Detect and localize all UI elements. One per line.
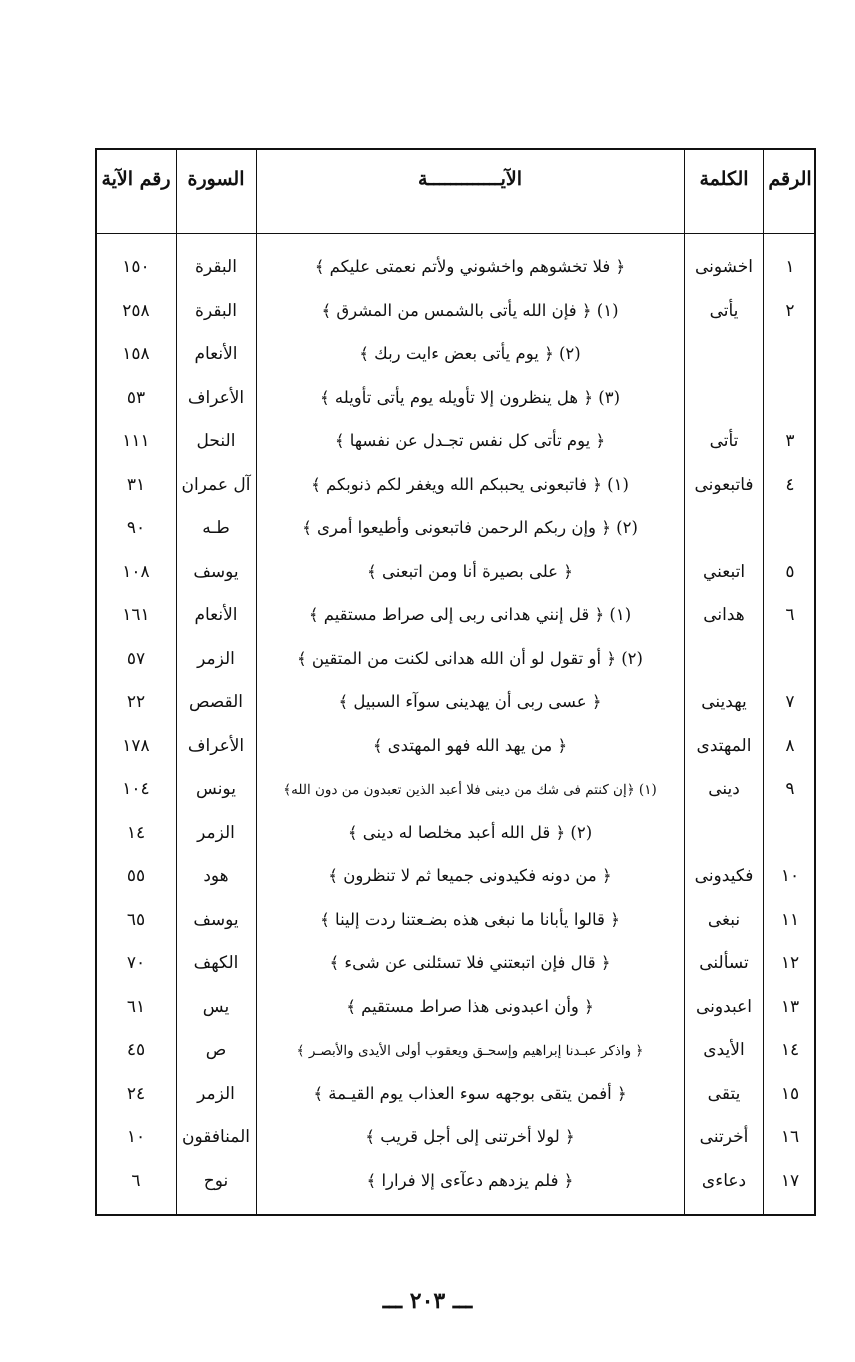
- row-surah: الزمر: [197, 1084, 235, 1104]
- row-number: ١٥: [780, 1084, 800, 1104]
- row-ayah-number: ١٠٤: [122, 779, 150, 799]
- row-surah: الزمر: [197, 823, 235, 843]
- header-verse: الآيـــــــــــــة: [418, 168, 522, 190]
- row-verse: ﴿ وأن اعبدونى هذا صراط مستقيم ﴾: [346, 997, 594, 1016]
- row-surah: القصص: [188, 692, 244, 712]
- row-verse: ﴿ واذكر عبـدنا إبراهيم وإسحـق ويعقوب أولى الأيدى والأبصـر ﴾: [296, 1043, 644, 1059]
- row-word: يأتى: [709, 301, 739, 321]
- header-divider: [95, 233, 816, 234]
- header-ayah-number: رقم الآية: [101, 168, 171, 190]
- row-verse: (١) ﴿ فاتبعونى يحببكم الله ويغفر لكم ذنوبكم ﴾: [311, 475, 629, 494]
- row-number: ٧: [785, 692, 795, 712]
- row-word: فكيدونى: [694, 866, 754, 886]
- row-number: ٥: [785, 562, 795, 582]
- row-ayah-number: ٩٠: [126, 518, 146, 538]
- row-word: هدانى: [703, 605, 745, 625]
- row-ayah-number: ٦: [131, 1171, 141, 1191]
- row-surah: يوسف: [193, 562, 239, 582]
- row-ayah-number: ٧٠: [126, 953, 146, 973]
- row-verse: ﴿ من يهد الله فهو المهتدى ﴾: [372, 736, 568, 755]
- row-surah: الأنعام: [194, 605, 238, 625]
- row-number: ٣: [785, 431, 795, 451]
- row-surah: يس: [202, 997, 230, 1017]
- row-surah: النحل: [196, 431, 236, 451]
- row-word: الأيدى: [703, 1040, 745, 1060]
- row-verse: ﴿ لولا أخرتنى إلى أجل قريب ﴾: [365, 1127, 575, 1146]
- row-surah: نوح: [203, 1171, 229, 1191]
- row-verse: ﴿ أفمن يتقى بوجهه سوء العذاب يوم القيـمة ﴾: [313, 1084, 627, 1103]
- row-verse: (٢) ﴿ أو تقول لو أن الله هدانى لكنت من المتقين ﴾: [297, 649, 643, 668]
- row-surah: هود: [203, 866, 229, 886]
- row-surah: يونس: [196, 779, 236, 799]
- row-verse: ﴿ فلم يزدهم دعآءى إلا فرارا ﴾: [366, 1171, 574, 1190]
- row-ayah-number: ١١١: [122, 431, 150, 451]
- row-ayah-number: ٦٥: [126, 910, 146, 930]
- row-surah: الكهف: [193, 953, 239, 973]
- row-verse: (٢) ﴿ قل الله أعبد مخلصا له دينى ﴾: [347, 823, 593, 842]
- row-verse: (١) ﴿إن كنتم فى شك من دينى فلا أعبد الذين تعبدون من دون الله﴾: [283, 782, 657, 798]
- row-ayah-number: ٥٣: [126, 388, 146, 408]
- row-ayah-number: ٤٥: [126, 1040, 146, 1060]
- row-ayah-number: ٣١: [126, 475, 146, 495]
- row-verse: ﴿ فلا تخشوهم واخشوني ولأتم نعمتى عليكم ﴾: [314, 257, 626, 276]
- row-verse: ﴿ على بصيرة أنا ومن اتبعنى ﴾: [367, 562, 573, 581]
- row-surah: الأعراف: [187, 736, 245, 756]
- row-surah: طـه: [202, 518, 230, 538]
- row-word: تأتى: [709, 431, 739, 451]
- row-word: نبغى: [707, 910, 741, 930]
- row-number: ١٦: [780, 1127, 800, 1147]
- row-word: يتقى: [707, 1084, 741, 1104]
- row-verse: ﴿ قالوا يأبانا ما نبغى هذه بضـعتنا ردت إلينا ﴾: [320, 910, 620, 929]
- row-ayah-number: ٢٥٨: [122, 301, 150, 321]
- row-verse: ﴿ قال فإن اتبعتني فلا تسئلنى عن شىء ﴾: [329, 953, 611, 972]
- row-ayah-number: ٥٥: [126, 866, 146, 886]
- row-number: ٤: [785, 475, 795, 495]
- header-word: الكلمة: [699, 168, 749, 190]
- row-verse: (١) ﴿ فإن الله يأتى بالشمس من المشرق ﴾: [321, 301, 619, 320]
- row-number: ١٠: [780, 866, 800, 886]
- row-ayah-number: ٢٢: [126, 692, 146, 712]
- row-number: ١: [785, 257, 795, 277]
- row-word: دعاءى: [701, 1171, 747, 1191]
- row-number: ١٢: [780, 953, 800, 973]
- row-ayah-number: ١٠: [126, 1127, 146, 1147]
- row-verse: ﴿ من دونه فكيدونى جميعا ثم لا تنظرون ﴾: [328, 866, 612, 885]
- row-number: ١٤: [780, 1040, 800, 1060]
- header-number: الرقم: [768, 168, 812, 190]
- row-word: اتبعني: [702, 562, 746, 582]
- row-surah: ص: [205, 1040, 227, 1060]
- row-ayah-number: ١٦١: [122, 605, 150, 625]
- row-ayah-number: ١٥٠: [122, 257, 150, 277]
- row-ayah-number: ٦١: [126, 997, 146, 1017]
- row-surah: البقرة: [195, 257, 237, 277]
- row-ayah-number: ٢٤: [126, 1084, 146, 1104]
- row-verse: ﴿ يوم تأتى كل نفس تجـدل عن نفسها ﴾: [334, 431, 606, 450]
- row-surah: المنافقون: [181, 1127, 251, 1147]
- row-number: ٦: [785, 605, 795, 625]
- row-ayah-number: ١٤: [126, 823, 146, 843]
- row-word: اخشونى: [694, 257, 754, 277]
- page-number: ـــ ٢٠٣ ـــ: [382, 1288, 473, 1314]
- row-word: يهدينى: [701, 692, 747, 712]
- row-word: اعبدونى: [695, 997, 753, 1017]
- row-verse: (٢) ﴿ يوم يأتى بعض ءايت ربك ﴾: [359, 344, 581, 363]
- row-verse: (٢) ﴿ وإن ربكم الرحمن فاتبعونى وأطيعوا أمرى ﴾: [302, 518, 638, 537]
- row-ayah-number: ١٠٨: [122, 562, 150, 582]
- row-ayah-number: ١٧٨: [122, 736, 150, 756]
- row-verse: (٣) ﴿ هل ينظرون إلا تأويله يوم يأتى تأويله ﴾: [319, 388, 621, 407]
- row-surah: الأنعام: [194, 344, 238, 364]
- row-word: المهتدى: [696, 736, 752, 756]
- row-ayah-number: ٥٧: [126, 649, 146, 669]
- row-word: دينى: [708, 779, 740, 799]
- row-number: ٢: [785, 301, 795, 321]
- row-word: فاتبعونى: [694, 475, 754, 495]
- row-ayah-number: ١٥٨: [122, 344, 150, 364]
- row-number: ١٧: [780, 1171, 800, 1191]
- header-surah: السورة: [187, 168, 245, 190]
- row-verse: (١) ﴿ قل إنني هدانى ربى إلى صراط مستقيم ﴾: [308, 605, 632, 624]
- row-surah: الأعراف: [187, 388, 245, 408]
- row-number: ٩: [785, 779, 795, 799]
- row-surah: آل عمران: [181, 475, 251, 495]
- row-verse: ﴿ عسى ربى أن يهدينى سوآء السبيل ﴾: [338, 692, 602, 711]
- row-number: ١١: [780, 910, 800, 930]
- row-surah: يوسف: [193, 910, 239, 930]
- row-number: ٨: [785, 736, 795, 756]
- row-number: ١٣: [780, 997, 800, 1017]
- row-word: أخرتنى: [699, 1127, 749, 1147]
- row-surah: البقرة: [195, 301, 237, 321]
- row-surah: الزمر: [197, 649, 235, 669]
- row-word: تسألنى: [699, 953, 749, 973]
